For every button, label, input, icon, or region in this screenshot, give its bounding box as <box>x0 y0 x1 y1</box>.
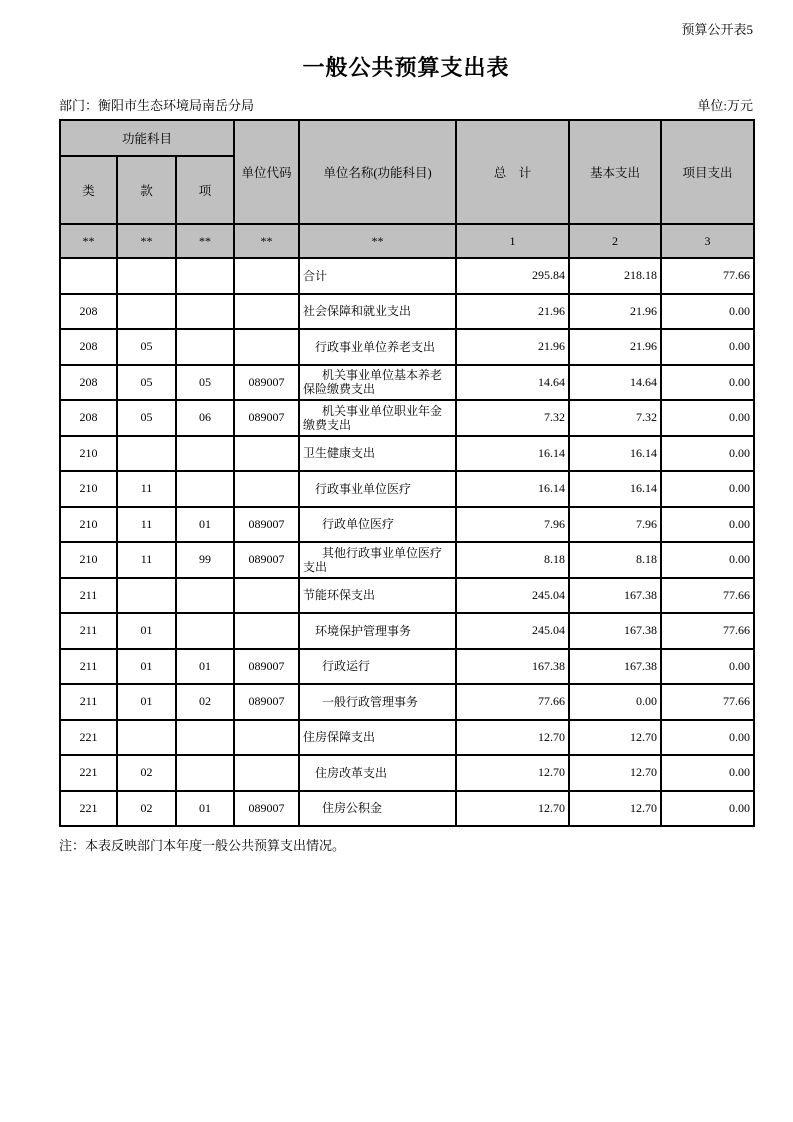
cell-basic: 167.38 <box>569 649 661 685</box>
cell-unit-code <box>234 329 299 365</box>
cell-unit-code <box>234 294 299 330</box>
cell-unit-code: 089007 <box>234 365 299 401</box>
cell-project: 0.00 <box>661 507 754 543</box>
corner-label: 预算公开表5 <box>681 22 753 37</box>
cell-section <box>117 578 176 614</box>
cell-unit-code <box>234 258 299 294</box>
cell-class: 211 <box>60 649 117 685</box>
table-row <box>60 684 754 720</box>
cell-section: 02 <box>117 791 176 827</box>
cell-total: 7.32 <box>456 400 569 436</box>
cell-basic: 7.96 <box>569 507 661 543</box>
cell-unit-code: 089007 <box>234 649 299 685</box>
cell-total: 12.70 <box>456 755 569 791</box>
cell-unit-code: 089007 <box>234 400 299 436</box>
table-row <box>60 578 754 614</box>
cell-project: 77.66 <box>661 258 754 294</box>
cell-total: 21.96 <box>456 294 569 330</box>
cell-project: 0.00 <box>661 400 754 436</box>
cell-section <box>117 436 176 472</box>
cell-section: 05 <box>117 365 176 401</box>
cell-project: 0.00 <box>661 542 754 578</box>
table-row <box>60 755 754 791</box>
header-project: 项目支出 <box>661 120 754 224</box>
cell-class: 221 <box>60 720 117 756</box>
cell-class: 210 <box>60 542 117 578</box>
cell-unit-name: 机关事业单位职业年金缴费支出 <box>299 400 456 436</box>
cell-total: 8.18 <box>456 542 569 578</box>
cell-item: 02 <box>176 684 234 720</box>
table-row <box>60 613 754 649</box>
cell-unit-name: 一般行政管理事务 <box>299 684 456 720</box>
cell-unit-code <box>234 755 299 791</box>
cell-project: 77.66 <box>661 684 754 720</box>
cell-basic: 167.38 <box>569 613 661 649</box>
cell-item <box>176 294 234 330</box>
table-row <box>60 258 754 294</box>
header-row-1 <box>60 120 754 156</box>
cell-section <box>117 720 176 756</box>
cell-total: 21.96 <box>456 329 569 365</box>
cell-total: 12.70 <box>456 720 569 756</box>
cell-basic: 16.14 <box>569 436 661 472</box>
cell-section <box>117 294 176 330</box>
cell-unit-code <box>234 436 299 472</box>
cell-project: 0.00 <box>661 791 754 827</box>
cell-class: 221 <box>60 755 117 791</box>
cell-section: 11 <box>117 471 176 507</box>
cell-section: 11 <box>117 542 176 578</box>
department-label: 部门：衡阳市生态环境局南岳分局 <box>59 98 255 113</box>
cell-unit-code: 089007 <box>234 542 299 578</box>
cell-item <box>176 471 234 507</box>
unit-label: 单位:万元 <box>697 98 753 113</box>
cell-unit-name: 行政单位医疗 <box>299 507 456 543</box>
cell-item: 01 <box>176 791 234 827</box>
cell-unit-name: 卫生健康支出 <box>299 436 456 472</box>
cell-section: 11 <box>117 507 176 543</box>
cell-project: 0.00 <box>661 649 754 685</box>
cell-class: 208 <box>60 365 117 401</box>
column-code-row <box>60 224 754 258</box>
cell-unit-name: 住房保障支出 <box>299 720 456 756</box>
code-cell: ** <box>117 224 176 258</box>
cell-unit-name: 行政运行 <box>299 649 456 685</box>
cell-class: 208 <box>60 400 117 436</box>
content-area <box>59 22 753 854</box>
cell-item <box>176 329 234 365</box>
cell-unit-name: 社会保障和就业支出 <box>299 294 456 330</box>
cell-item: 01 <box>176 649 234 685</box>
cell-item <box>176 755 234 791</box>
table-row <box>60 471 754 507</box>
cell-basic: 8.18 <box>569 542 661 578</box>
cell-item <box>176 258 234 294</box>
table-row <box>60 400 754 436</box>
header-section: 款 <box>117 156 176 224</box>
cell-unit-code <box>234 613 299 649</box>
cell-item <box>176 436 234 472</box>
cell-basic: 218.18 <box>569 258 661 294</box>
cell-class: 208 <box>60 294 117 330</box>
header-total: 总 计 <box>456 120 569 224</box>
cell-project: 0.00 <box>661 365 754 401</box>
cell-total: 16.14 <box>456 436 569 472</box>
cell-unit-code <box>234 578 299 614</box>
table-row <box>60 791 754 827</box>
cell-item <box>176 613 234 649</box>
code-cell: ** <box>234 224 299 258</box>
page-title: 一般公共预算支出表 <box>302 55 510 80</box>
cell-section: 05 <box>117 329 176 365</box>
cell-class: 210 <box>60 471 117 507</box>
cell-class: 221 <box>60 791 117 827</box>
cell-section: 05 <box>117 400 176 436</box>
cell-class: 208 <box>60 329 117 365</box>
cell-total: 16.14 <box>456 471 569 507</box>
meta-row <box>59 95 753 114</box>
cell-total: 7.96 <box>456 507 569 543</box>
cell-unit-name: 住房改革支出 <box>299 755 456 791</box>
cell-class: 210 <box>60 436 117 472</box>
cell-total: 167.38 <box>456 649 569 685</box>
cell-class: 211 <box>60 613 117 649</box>
cell-item <box>176 578 234 614</box>
cell-project: 0.00 <box>661 294 754 330</box>
cell-basic: 16.14 <box>569 471 661 507</box>
table-row <box>60 436 754 472</box>
cell-project: 0.00 <box>661 329 754 365</box>
cell-unit-name: 合计 <box>299 258 456 294</box>
cell-unit-code: 089007 <box>234 684 299 720</box>
code-cell: 2 <box>569 224 661 258</box>
table-row <box>60 365 754 401</box>
cell-basic: 21.96 <box>569 329 661 365</box>
header-func-group: 功能科目 <box>60 120 234 156</box>
cell-class: 211 <box>60 684 117 720</box>
budget-table <box>59 119 755 827</box>
table-row <box>60 542 754 578</box>
cell-section: 01 <box>117 649 176 685</box>
cell-item: 01 <box>176 507 234 543</box>
cell-project: 0.00 <box>661 471 754 507</box>
cell-item: 99 <box>176 542 234 578</box>
cell-basic: 7.32 <box>569 400 661 436</box>
table-row <box>60 329 754 365</box>
table-row <box>60 649 754 685</box>
table-row <box>60 507 754 543</box>
header-item: 项 <box>176 156 234 224</box>
cell-item: 05 <box>176 365 234 401</box>
cell-unit-name: 环境保护管理事务 <box>299 613 456 649</box>
cell-unit-name: 行政事业单位养老支出 <box>299 329 456 365</box>
cell-basic: 21.96 <box>569 294 661 330</box>
table-note: 注：本表反映部门本年度一般公共预算支出情况。 <box>59 838 346 853</box>
header-unit-name: 单位名称(功能科目) <box>299 120 456 224</box>
code-cell: 3 <box>661 224 754 258</box>
cell-section: 02 <box>117 755 176 791</box>
table-row <box>60 720 754 756</box>
code-cell: ** <box>176 224 234 258</box>
code-cell: 1 <box>456 224 569 258</box>
code-cell: ** <box>60 224 117 258</box>
header-unit-code: 单位代码 <box>234 120 299 224</box>
cell-basic: 0.00 <box>569 684 661 720</box>
cell-total: 245.04 <box>456 613 569 649</box>
cell-project: 0.00 <box>661 720 754 756</box>
cell-project: 0.00 <box>661 436 754 472</box>
cell-class: 210 <box>60 507 117 543</box>
cell-unit-code: 089007 <box>234 791 299 827</box>
table-row <box>60 294 754 330</box>
cell-section <box>117 258 176 294</box>
cell-item <box>176 720 234 756</box>
cell-class <box>60 258 117 294</box>
cell-section: 01 <box>117 684 176 720</box>
cell-basic: 12.70 <box>569 791 661 827</box>
cell-project: 77.66 <box>661 613 754 649</box>
cell-project: 77.66 <box>661 578 754 614</box>
cell-basic: 167.38 <box>569 578 661 614</box>
cell-unit-code <box>234 471 299 507</box>
cell-basic: 12.70 <box>569 755 661 791</box>
header-basic: 基本支出 <box>569 120 661 224</box>
cell-unit-name: 节能环保支出 <box>299 578 456 614</box>
cell-total: 245.04 <box>456 578 569 614</box>
cell-unit-name: 其他行政事业单位医疗支出 <box>299 542 456 578</box>
cell-total: 295.84 <box>456 258 569 294</box>
cell-unit-name: 住房公积金 <box>299 791 456 827</box>
cell-unit-code <box>234 720 299 756</box>
cell-project: 0.00 <box>661 755 754 791</box>
cell-class: 211 <box>60 578 117 614</box>
cell-unit-name: 行政事业单位医疗 <box>299 471 456 507</box>
cell-total: 14.64 <box>456 365 569 401</box>
code-cell: ** <box>299 224 456 258</box>
cell-total: 77.66 <box>456 684 569 720</box>
cell-basic: 14.64 <box>569 365 661 401</box>
cell-item: 06 <box>176 400 234 436</box>
cell-unit-name: 机关事业单位基本养老保险缴费支出 <box>299 365 456 401</box>
cell-basic: 12.70 <box>569 720 661 756</box>
cell-total: 12.70 <box>456 791 569 827</box>
cell-unit-code: 089007 <box>234 507 299 543</box>
cell-section: 01 <box>117 613 176 649</box>
header-class: 类 <box>60 156 117 224</box>
